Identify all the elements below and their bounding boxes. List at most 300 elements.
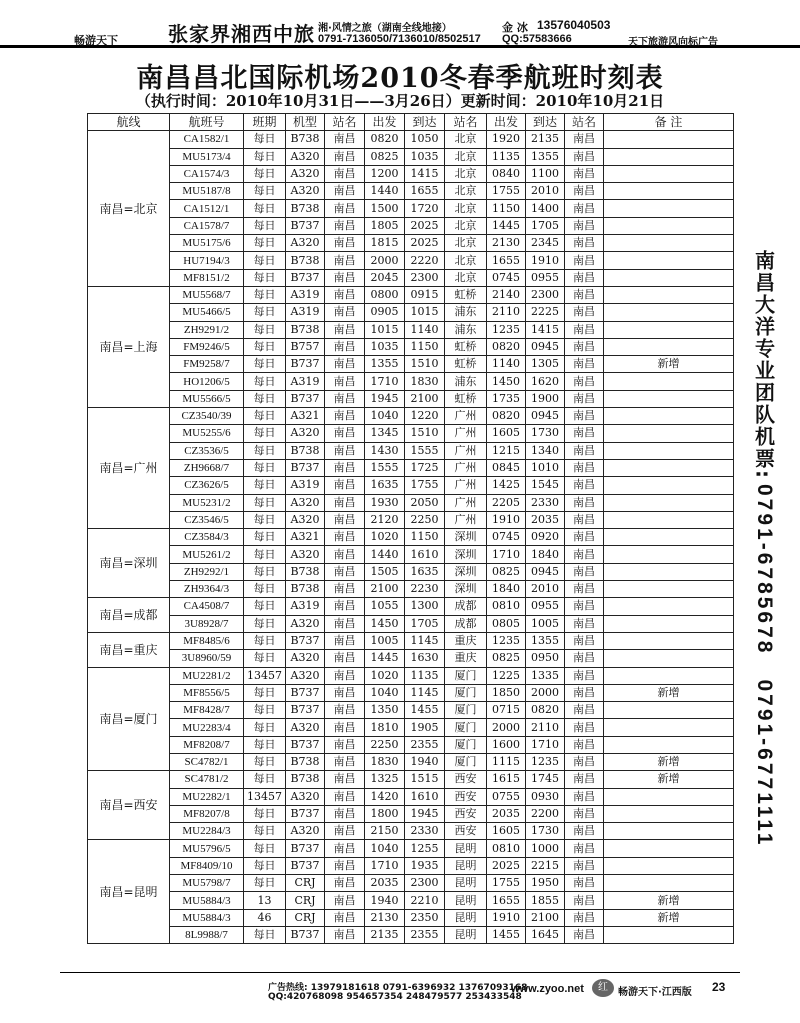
table-cell: 广州 <box>445 477 487 494</box>
remark-cell: 新增 <box>604 356 734 373</box>
table-cell: 每日 <box>244 529 286 546</box>
table-cell: 每日 <box>244 598 286 615</box>
table-cell: 1445 <box>487 217 526 234</box>
table-cell: A319 <box>286 304 325 321</box>
table-cell: 1905 <box>405 719 445 736</box>
table-cell: 每日 <box>244 442 286 459</box>
table-cell: 2100 <box>526 909 565 926</box>
table-cell: 2300 <box>526 286 565 303</box>
flight-number-cell: CA1512/1 <box>170 200 244 217</box>
table-cell: 1010 <box>526 459 565 476</box>
table-cell: 1510 <box>405 356 445 373</box>
table-cell: 广州 <box>445 511 487 528</box>
table-cell: 2355 <box>405 736 445 753</box>
table-cell: 南昌 <box>325 529 365 546</box>
flight-number-cell: MF8151/2 <box>170 269 244 286</box>
table-cell: 1840 <box>487 581 526 598</box>
table-cell: 1810 <box>365 719 405 736</box>
table-cell: 1450 <box>365 615 405 632</box>
table-cell: 南昌 <box>325 771 365 788</box>
table-cell: 南昌 <box>565 373 604 390</box>
table-cell: 厦门 <box>445 684 487 701</box>
table-cell: B737 <box>286 217 325 234</box>
flight-number-cell: MU5231/2 <box>170 494 244 511</box>
column-header: 到达 <box>526 114 565 131</box>
table-cell: B737 <box>286 390 325 407</box>
table-cell: 南昌 <box>325 235 365 252</box>
table-cell: 1145 <box>405 684 445 701</box>
table-cell: 1455 <box>487 926 526 943</box>
table-cell: 昆明 <box>445 875 487 892</box>
table-cell: 1040 <box>365 408 405 425</box>
table-cell: 2100 <box>405 390 445 407</box>
table-cell: 广州 <box>445 408 487 425</box>
table-cell: 北京 <box>445 235 487 252</box>
side-advertisement <box>744 250 784 847</box>
column-header: 出发 <box>487 114 526 131</box>
table-cell: 南昌 <box>325 598 365 615</box>
table-cell: 0820 <box>487 338 526 355</box>
flight-number-cell: 8L9988/7 <box>170 926 244 943</box>
flight-number-cell: CZ3536/5 <box>170 442 244 459</box>
table-cell: 2035 <box>365 875 405 892</box>
remark-cell <box>604 442 734 459</box>
table-cell: 1610 <box>405 788 445 805</box>
flight-number-cell: SC4782/1 <box>170 753 244 770</box>
table-cell: 1255 <box>405 840 445 857</box>
table-cell: 南昌 <box>325 546 365 563</box>
table-cell: 1515 <box>405 771 445 788</box>
table-cell: 1800 <box>365 805 405 822</box>
table-cell: CRJ <box>286 892 325 909</box>
table-cell: 2135 <box>526 131 565 148</box>
table-row <box>88 425 734 442</box>
remark-cell <box>604 200 734 217</box>
table-cell: 1005 <box>365 632 405 649</box>
flight-number-cell: CZ3546/5 <box>170 511 244 528</box>
table-cell: 2035 <box>487 805 526 822</box>
table-cell: 深圳 <box>445 546 487 563</box>
remark-cell <box>604 131 734 148</box>
table-cell: A320 <box>286 788 325 805</box>
table-cell: 1355 <box>526 632 565 649</box>
table-cell: 昆明 <box>445 892 487 909</box>
header-slogan: 湘·风情之旅（湖南全线地接） <box>318 23 452 34</box>
table-cell: 深圳 <box>445 581 487 598</box>
table-cell: 每日 <box>244 217 286 234</box>
remark-cell <box>604 650 734 667</box>
table-cell: 南昌 <box>565 321 604 338</box>
table-cell: 重庆 <box>445 632 487 649</box>
remark-cell <box>604 615 734 632</box>
table-cell: 2130 <box>365 909 405 926</box>
table-cell: 每日 <box>244 719 286 736</box>
route-cell: 南昌=厦门 <box>88 667 170 771</box>
table-cell: 1050 <box>405 131 445 148</box>
table-row <box>88 217 734 234</box>
table-cell: 成都 <box>445 598 487 615</box>
table-cell: 南昌 <box>565 494 604 511</box>
table-cell: 每日 <box>244 875 286 892</box>
table-cell: 0945 <box>526 338 565 355</box>
flight-number-cell: 3U8928/7 <box>170 615 244 632</box>
table-cell: 南昌 <box>565 477 604 494</box>
flight-number-cell: MU5173/4 <box>170 148 244 165</box>
table-cell: 1020 <box>365 667 405 684</box>
table-cell: 1220 <box>405 408 445 425</box>
table-cell: 南昌 <box>325 702 365 719</box>
table-row <box>88 650 734 667</box>
table-cell: 1935 <box>405 857 445 874</box>
table-cell: 1335 <box>526 667 565 684</box>
remark-cell <box>604 788 734 805</box>
table-cell: 1720 <box>405 200 445 217</box>
table-cell: 2250 <box>405 511 445 528</box>
table-cell: A319 <box>286 477 325 494</box>
table-cell: 南昌 <box>325 477 365 494</box>
flight-number-cell: MF8207/8 <box>170 805 244 822</box>
table-cell: 1040 <box>365 684 405 701</box>
table-row <box>88 598 734 615</box>
side-ad-numbers: 0791-6785678 0791-6771111 <box>753 484 776 848</box>
table-cell: 1305 <box>526 356 565 373</box>
table-cell: B757 <box>286 338 325 355</box>
table-cell: 南昌 <box>565 684 604 701</box>
table-row <box>88 494 734 511</box>
flight-number-cell: MU2281/2 <box>170 667 244 684</box>
flight-number-cell: MU5261/2 <box>170 546 244 563</box>
table-cell: 南昌 <box>325 286 365 303</box>
flight-number-cell: MF8428/7 <box>170 702 244 719</box>
table-cell: 1555 <box>365 459 405 476</box>
table-cell: 每日 <box>244 390 286 407</box>
table-cell: 北京 <box>445 269 487 286</box>
table-cell: 1830 <box>365 753 405 770</box>
table-cell: 1235 <box>487 632 526 649</box>
remark-cell <box>604 148 734 165</box>
table-cell: 南昌 <box>325 615 365 632</box>
table-cell: 广州 <box>445 494 487 511</box>
table-cell: 每日 <box>244 356 286 373</box>
remark-cell <box>604 529 734 546</box>
table-cell: 每日 <box>244 286 286 303</box>
table-cell: 每日 <box>244 321 286 338</box>
table-cell: 南昌 <box>565 252 604 269</box>
route-cell: 南昌=重庆 <box>88 632 170 667</box>
table-row <box>88 632 734 649</box>
table-cell: 南昌 <box>325 823 365 840</box>
table-cell: 13457 <box>244 788 286 805</box>
table-cell: 1510 <box>405 425 445 442</box>
table-cell: 南昌 <box>565 459 604 476</box>
flight-number-cell: 3U8960/59 <box>170 650 244 667</box>
table-cell: 南昌 <box>325 459 365 476</box>
table-cell: 1645 <box>526 926 565 943</box>
flight-number-cell: FM9258/7 <box>170 356 244 373</box>
table-cell: 南昌 <box>565 442 604 459</box>
table-cell: 1325 <box>365 771 405 788</box>
remark-cell <box>604 702 734 719</box>
table-cell: 西安 <box>445 805 487 822</box>
footer-divider <box>60 972 740 973</box>
table-cell: 南昌 <box>325 753 365 770</box>
table-cell: 每日 <box>244 148 286 165</box>
table-row <box>88 615 734 632</box>
table-cell: 1300 <box>405 598 445 615</box>
table-cell: 2110 <box>526 719 565 736</box>
table-cell: 每日 <box>244 840 286 857</box>
table-row <box>88 753 734 770</box>
table-cell: 2210 <box>405 892 445 909</box>
table-cell: 1655 <box>487 252 526 269</box>
table-cell: 0945 <box>526 563 565 580</box>
table-cell: 每日 <box>244 131 286 148</box>
table-cell: 南昌 <box>325 390 365 407</box>
remark-cell <box>604 598 734 615</box>
table-cell: 0825 <box>487 650 526 667</box>
table-cell: 2100 <box>365 581 405 598</box>
column-header: 到达 <box>405 114 445 131</box>
table-cell: 厦门 <box>445 702 487 719</box>
table-cell: 北京 <box>445 200 487 217</box>
table-cell: 2010 <box>526 581 565 598</box>
table-cell: B737 <box>286 805 325 822</box>
table-cell: 2205 <box>487 494 526 511</box>
table-cell: 0810 <box>487 840 526 857</box>
column-header: 出发 <box>365 114 405 131</box>
flight-number-cell: MU2284/3 <box>170 823 244 840</box>
table-cell: 1555 <box>405 442 445 459</box>
table-cell: 1100 <box>526 165 565 182</box>
table-row <box>88 269 734 286</box>
table-cell: 0955 <box>526 269 565 286</box>
table-cell: 1730 <box>526 425 565 442</box>
table-header-row <box>88 114 734 131</box>
table-cell: 1710 <box>365 373 405 390</box>
table-cell: 每日 <box>244 304 286 321</box>
table-cell: 南昌 <box>565 926 604 943</box>
table-cell: 2150 <box>365 823 405 840</box>
table-cell: 2330 <box>405 823 445 840</box>
table-cell: B737 <box>286 840 325 857</box>
table-cell: 1855 <box>526 892 565 909</box>
table-cell: 0800 <box>365 286 405 303</box>
table-cell: 南昌 <box>565 598 604 615</box>
table-cell: 0715 <box>487 702 526 719</box>
table-cell: 南昌 <box>325 321 365 338</box>
remark-cell <box>604 338 734 355</box>
table-cell: 46 <box>244 909 286 926</box>
table-cell: 1705 <box>405 615 445 632</box>
table-cell: 2120 <box>365 511 405 528</box>
table-cell: 南昌 <box>565 425 604 442</box>
table-cell: 南昌 <box>565 148 604 165</box>
table-row <box>88 684 734 701</box>
flight-number-cell: MU5796/5 <box>170 840 244 857</box>
table-row <box>88 823 734 840</box>
table-cell: 1420 <box>365 788 405 805</box>
table-cell: A319 <box>286 598 325 615</box>
table-cell: 2200 <box>526 805 565 822</box>
table-cell: 2215 <box>526 857 565 874</box>
table-cell: B738 <box>286 252 325 269</box>
table-cell: 1350 <box>365 702 405 719</box>
table-cell: 0745 <box>487 269 526 286</box>
table-cell: A320 <box>286 183 325 200</box>
table-row <box>88 408 734 425</box>
table-cell: 每日 <box>244 183 286 200</box>
flight-number-cell: CA1582/1 <box>170 131 244 148</box>
table-cell: 0820 <box>526 702 565 719</box>
page-title: 南昌昌北国际机场2010冬春季航班时刻表 <box>136 63 664 94</box>
table-row <box>88 909 734 926</box>
route-cell: 南昌=北京 <box>88 131 170 287</box>
table-cell: A319 <box>286 286 325 303</box>
table-cell: 每日 <box>244 702 286 719</box>
table-cell: 1940 <box>405 753 445 770</box>
table-body <box>88 131 734 944</box>
table-cell: B737 <box>286 926 325 943</box>
page-number: 23 <box>712 980 726 994</box>
footer-website-link[interactable]: www.zyoo.net <box>511 983 584 995</box>
flight-number-cell: ZH9291/2 <box>170 321 244 338</box>
table-cell: 深圳 <box>445 563 487 580</box>
page-subtitle: （执行时间：2010年10月31日——3月26日）更新时间：2010年10月21日 <box>135 92 665 110</box>
table-cell: 南昌 <box>565 581 604 598</box>
table-cell: 南昌 <box>325 356 365 373</box>
table-cell: 南昌 <box>325 373 365 390</box>
table-cell: 1150 <box>405 338 445 355</box>
table-cell: 2355 <box>405 926 445 943</box>
table-cell: B738 <box>286 200 325 217</box>
table-cell: 南昌 <box>565 909 604 926</box>
table-cell: 1945 <box>365 390 405 407</box>
table-cell: 1600 <box>487 736 526 753</box>
flight-schedule-table <box>87 113 734 944</box>
table-cell: 1635 <box>365 477 405 494</box>
table-cell: 2225 <box>526 304 565 321</box>
table-cell: 0930 <box>526 788 565 805</box>
remark-cell <box>604 425 734 442</box>
table-cell: 南昌 <box>565 390 604 407</box>
table-cell: 0820 <box>365 131 405 148</box>
table-cell: 每日 <box>244 823 286 840</box>
table-cell: A320 <box>286 165 325 182</box>
table-cell: 南昌 <box>325 857 365 874</box>
remark-cell <box>604 165 734 182</box>
table-row <box>88 200 734 217</box>
table-cell: 每日 <box>244 235 286 252</box>
table-cell: 1150 <box>487 200 526 217</box>
table-cell: 南昌 <box>325 442 365 459</box>
table-cell: 2345 <box>526 235 565 252</box>
table-cell: 0915 <box>405 286 445 303</box>
table-cell: 1615 <box>487 771 526 788</box>
route-cell: 南昌=成都 <box>88 598 170 633</box>
table-cell: 西安 <box>445 788 487 805</box>
table-cell: 南昌 <box>325 840 365 857</box>
remark-cell <box>604 217 734 234</box>
flight-number-cell: ZH9292/1 <box>170 563 244 580</box>
remark-cell <box>604 805 734 822</box>
table-cell: 1910 <box>487 909 526 926</box>
table-cell: 广州 <box>445 425 487 442</box>
table-cell: 每日 <box>244 805 286 822</box>
flight-number-cell: CA1574/3 <box>170 165 244 182</box>
table-cell: 南昌 <box>325 252 365 269</box>
table-cell: B737 <box>286 632 325 649</box>
table-cell: 2045 <box>365 269 405 286</box>
table-cell: B738 <box>286 581 325 598</box>
table-cell: 南昌 <box>565 667 604 684</box>
table-cell: 0840 <box>487 165 526 182</box>
table-cell: 每日 <box>244 926 286 943</box>
table-cell: 南昌 <box>325 165 365 182</box>
table-cell: 1940 <box>365 892 405 909</box>
table-cell: 虹桥 <box>445 390 487 407</box>
flight-number-cell: CZ3584/3 <box>170 529 244 546</box>
table-cell: 1400 <box>526 200 565 217</box>
table-cell: 1445 <box>365 650 405 667</box>
table-cell: 每日 <box>244 753 286 770</box>
table-cell: CRJ <box>286 875 325 892</box>
table-cell: B738 <box>286 563 325 580</box>
header-company: 张家界湘西中旅 <box>168 22 315 46</box>
flight-number-cell: CA4508/7 <box>170 598 244 615</box>
table-row <box>88 442 734 459</box>
header-qq: QQ:57583666 <box>502 33 572 45</box>
table-cell: 南昌 <box>565 702 604 719</box>
table-cell: 南昌 <box>325 338 365 355</box>
table-cell: A320 <box>286 615 325 632</box>
table-cell: 西安 <box>445 823 487 840</box>
header-contact-mobile: 13576040503 <box>537 18 611 32</box>
table-cell: 1415 <box>405 165 445 182</box>
table-cell: 0820 <box>487 408 526 425</box>
table-cell: 1135 <box>405 667 445 684</box>
table-cell: 南昌 <box>565 217 604 234</box>
table-cell: 2025 <box>405 235 445 252</box>
footer-brand: 畅游天下·江西版 <box>618 987 692 998</box>
flight-number-cell: MU5175/6 <box>170 235 244 252</box>
table-row <box>88 183 734 200</box>
route-cell: 南昌=深圳 <box>88 529 170 598</box>
column-header: 站名 <box>325 114 365 131</box>
table-cell: 北京 <box>445 148 487 165</box>
remark-cell: 新增 <box>604 909 734 926</box>
table-row <box>88 235 734 252</box>
table-cell: 南昌 <box>565 840 604 857</box>
table-cell: 虹桥 <box>445 338 487 355</box>
table-row <box>88 667 734 684</box>
table-cell: 北京 <box>445 217 487 234</box>
table-cell: 1745 <box>526 771 565 788</box>
table-row <box>88 926 734 943</box>
table-cell: 1830 <box>405 373 445 390</box>
table-cell: 南昌 <box>325 269 365 286</box>
table-cell: 0955 <box>526 598 565 615</box>
table-cell: 南昌 <box>565 823 604 840</box>
table-cell: 南昌 <box>565 165 604 182</box>
table-cell: 南昌 <box>565 650 604 667</box>
column-header: 航线 <box>88 114 170 131</box>
remark-cell: 新增 <box>604 771 734 788</box>
column-header: 班期 <box>244 114 286 131</box>
table-cell: 厦门 <box>445 736 487 753</box>
table-cell: 南昌 <box>565 200 604 217</box>
table-cell: 1815 <box>365 235 405 252</box>
table-cell: 1850 <box>487 684 526 701</box>
